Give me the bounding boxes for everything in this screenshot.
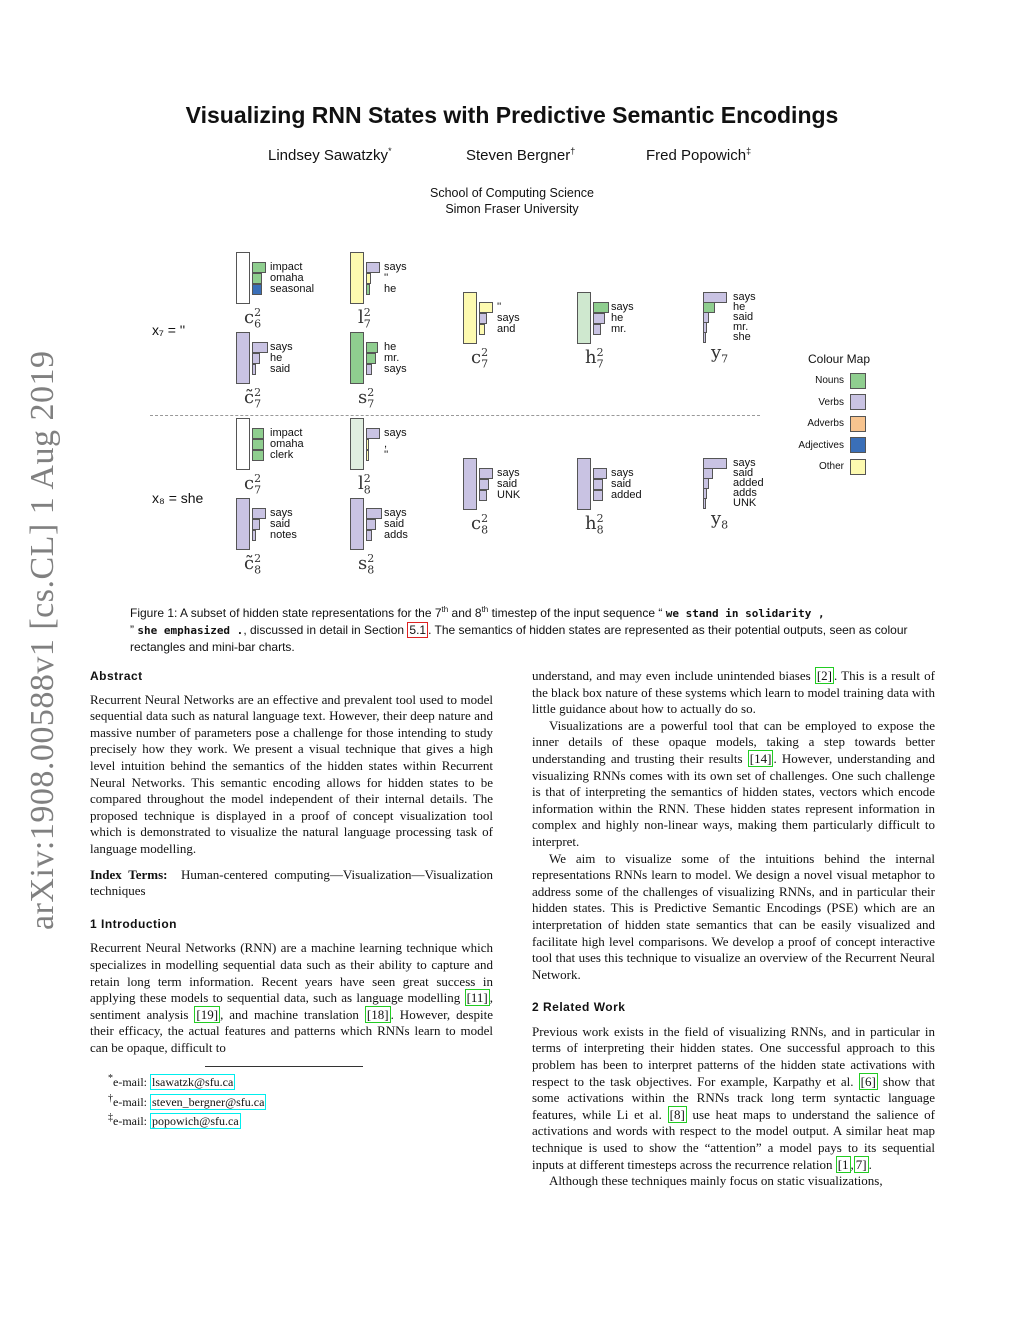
mini-bar <box>703 332 706 343</box>
colour-swatch <box>850 437 866 453</box>
mini-bar <box>593 324 601 335</box>
mini-bar-label: added <box>733 477 764 489</box>
state-colour-bar <box>236 418 250 470</box>
state-name: $y_8$ <box>711 508 729 532</box>
mini-bar <box>252 262 266 273</box>
mini-bar-label: said <box>611 478 632 490</box>
colour-map-item: Adjectives <box>790 435 866 457</box>
mini-bar-label: mr. <box>611 323 627 335</box>
state-colour-bar <box>463 292 477 344</box>
state-colour-bar <box>236 498 250 550</box>
affiliation: School of Computing Science Simon Fraser University <box>430 186 594 216</box>
state-colour-bar <box>577 292 591 344</box>
mini-bar <box>366 284 370 295</box>
mini-bar <box>366 342 378 353</box>
right-paragraph-4: Previous work exists in the field of visualizing RNNs, and in particular in terms of interpreting their hidden states. One successful approach to this problem has been to interpret patterns of the hidden state activations with respect to the task objectives. For example, Karpathy et al. [6] show that some activations within the RNNs track long term syntactic language features, while Li et al. [8] use heat maps to understand the salience of activations and words with respect to the model output. A similar heat map technique is used to show the “attention” a model pays to its sequential inputs at different timesteps across the recurrence relation [1 , 7] . <box>532 1023 935 1172</box>
state-name: $h_8^2$ <box>585 512 604 537</box>
mini-bar <box>703 498 706 509</box>
mini-bar-label: , <box>384 438 388 450</box>
state-name: $s_8^2$ <box>358 552 375 577</box>
state-name: $c_7^2$ <box>244 472 262 497</box>
colour-map-item: Other <box>790 456 866 478</box>
footnote-2: †e-mail: steven_bergner@sfu.ca <box>108 1092 265 1109</box>
related-work-heading: 2 Related Work <box>532 1000 626 1015</box>
state-name: $c̃_8^2$ <box>244 552 262 577</box>
state-colour-bar <box>350 252 364 304</box>
email-link-3[interactable]: popowich@sfu.ca <box>151 1114 239 1129</box>
state-name: $c_6^2$ <box>244 306 262 331</box>
mini-bar-label: says <box>270 341 293 353</box>
intro-text: Recurrent Neural Networks (RNN) are a machine learning technique which specializes in modelling sequential data such as their ability to capture and retain long term information. Recent years have seen great success in applying these models to sequential data, such as language modelling [11] , sentiment analysis [19] , and machine translation [18] . However, despite their efficacy, the actual features and patterns which RNNs learn to model can be opaque, difficult to <box>90 940 493 1055</box>
colour-map-item: Adverbs <box>790 413 866 435</box>
mini-bar <box>252 439 264 450</box>
mini-bar-label: said <box>384 518 405 530</box>
cite-1[interactable]: [1 <box>837 1156 849 1172</box>
mini-bar-label: he <box>733 301 746 313</box>
colour-swatch <box>850 394 866 410</box>
mini-bar <box>366 353 376 364</box>
mini-bar-label: says <box>270 507 293 519</box>
cite-2[interactable]: [2] <box>816 668 832 683</box>
mini-bar <box>479 324 485 335</box>
mini-bar-label: he <box>384 283 397 295</box>
colour-map-title: Colour Map <box>808 352 871 366</box>
mini-bar-label: seasonal <box>270 283 315 295</box>
mini-bar-label: notes <box>270 529 297 541</box>
mini-bar-label: impact <box>270 261 303 273</box>
state-name: $c_7^2$ <box>471 346 489 371</box>
mini-bar <box>252 530 256 541</box>
mini-bar-label: said <box>733 311 754 323</box>
mini-bar-label: mr. <box>733 321 749 333</box>
mini-bar-label: adds <box>733 487 757 499</box>
mini-bar <box>479 468 493 479</box>
mini-bar-label: says <box>497 467 520 479</box>
mini-bar-label: '' <box>384 272 389 284</box>
author-2: Steven Bergner† <box>466 146 576 164</box>
state-name: $l_7^2$ <box>358 306 371 331</box>
mini-bar <box>252 284 262 295</box>
state-colour-bar <box>236 252 250 304</box>
mini-bar <box>593 313 605 324</box>
mini-bar-label: mr. <box>384 352 400 364</box>
mini-bar-label: said <box>270 363 291 375</box>
state-colour-bar <box>236 332 250 384</box>
colour-swatch <box>850 416 866 432</box>
mini-bar-label: omaha <box>270 272 304 284</box>
mini-bar-label: says <box>384 261 407 273</box>
mini-bar <box>593 302 609 313</box>
mini-bar-label: says <box>611 467 634 479</box>
state-name: $l_8^2$ <box>358 472 371 497</box>
mini-bar-label: says <box>384 427 407 439</box>
right-paragraph-1: understand, and may even include unintended biases [2] . This is a result of the black box nature of these systems which learn to model training data with little guidance about how to actually do so. <box>532 668 935 717</box>
cite-7[interactable]: 7] <box>855 1156 867 1172</box>
mini-bar-label: says <box>497 312 520 324</box>
figure-caption: Figure 1: A subset of hidden state representations for the 7th and 8th timestep of the input sequence “ we stand in solidarity , ” she emphasized ., discussed in detail in Section 5.1 . The semantics of hidden states are represented as their potential outputs, seen as colour rectangles and mini-bar charts. <box>130 605 908 654</box>
section-link[interactable]: 5.1 <box>409 623 427 637</box>
mini-bar <box>479 302 493 313</box>
cite-18[interactable]: [18] <box>366 1006 389 1022</box>
state-name: $h_7^2$ <box>585 346 604 371</box>
mini-bar <box>479 490 487 501</box>
mini-bar <box>593 468 607 479</box>
mini-bar <box>366 450 369 461</box>
paper-title: Visualizing RNN States with Predictive Semantic Encodings <box>185 102 839 128</box>
left-column <box>90 668 493 1130</box>
state-colour-bar <box>350 418 364 470</box>
mini-bar-label: she <box>733 331 751 343</box>
email-link-2[interactable]: steven_bergner@sfu.ca <box>151 1094 265 1109</box>
mini-bar <box>366 273 371 284</box>
colour-map-item: Verbs <box>790 392 866 414</box>
mini-bar-label: '' <box>384 449 389 461</box>
mini-bar-label: and <box>497 323 516 335</box>
abstract-text: Recurrent Neural Networks are an effective and prevalent tool used to model sequential data such as natural language text. However, their deep nature and massive number of parameters pose a challenge for those intending to study precisely how they work. We present a visual technique that gives a high level intuition behind the semantics of the hidden states within Recurrent Neural Networks. This semantic encoding allows for hidden states to be compared throughout the model independent of their internal details. The proposed technique is displayed in a proof of concept visualization tool which is demonstrated to visualize the natural language processing task of language modelling. <box>90 691 493 856</box>
state-name: $c_8^2$ <box>471 512 489 537</box>
colour-map-item: Nouns <box>790 370 866 392</box>
colour-swatch <box>850 373 866 389</box>
mini-bar <box>366 262 380 273</box>
footnote-3: ‡e-mail: popowich@sfu.ca <box>108 1112 239 1129</box>
cite-14[interactable]: [14] <box>749 750 772 766</box>
colour-map-legend <box>790 352 910 478</box>
colour-swatch <box>850 459 866 475</box>
mini-bar <box>252 353 260 364</box>
state-colour-bar <box>577 458 591 510</box>
mini-bar-label: added <box>611 489 642 501</box>
footnote-1: *e-mail: lsawatzk@sfu.ca <box>108 1073 234 1090</box>
row-label-x8: x₈ = she <box>152 490 204 506</box>
mini-bar <box>593 479 603 490</box>
right-paragraph-3: We aim to visualize some of the intuitions behind the internal representations RNNs learn to model. We design a novel visual metaphor to address some of the challenges of visualizing RNNs, and in particular their hidden states. This is Predictive Semantic Encodings (PSE) which are an interpretation of hidden state semantics that can be easily visualized and facilitate high level comparisons. We develop a proof of concept interactive tool that uses this technique to visualize an overview of the Recurrent Neural Network. <box>532 850 935 982</box>
mini-bar-label: said <box>733 467 754 479</box>
mini-bar <box>252 519 260 530</box>
cite-8[interactable]: [8] <box>669 1106 685 1122</box>
right-paragraph-2: Visualizations are a powerful tool that can be employed to expose the inner details of these opaque models, taking a step towards better understanding and trusting their results [14] . However, understanding and visualizing RNNs comes with its own set of challenges. One such challenge is that of interpreting the semantics of hidden states, vectors which encode information within the RNN. These hidden states represent information in complex and highly non-linear ways, making them particularly difficult to interpret. <box>532 717 935 849</box>
row-divider <box>150 415 760 416</box>
cite-19[interactable]: [19] <box>196 1006 219 1022</box>
state-colour-bar <box>463 458 477 510</box>
mini-bar-label: he <box>384 341 397 353</box>
author-3: Fred Popowich‡ <box>646 146 752 164</box>
mini-bar-label: clerk <box>270 449 294 461</box>
mini-bar-label: says <box>733 457 756 469</box>
mini-bar-label: he <box>270 352 283 364</box>
figure-1 <box>130 240 910 590</box>
mini-bar-label: says <box>733 291 756 303</box>
mini-bar <box>252 450 264 461</box>
mini-bar <box>252 508 266 519</box>
footnotes <box>108 1071 493 1130</box>
mini-bar <box>479 313 487 324</box>
mini-bar <box>366 519 376 530</box>
mini-bar <box>252 342 268 353</box>
mini-bar-label: says <box>611 301 634 313</box>
mini-bar-label: said <box>270 518 291 530</box>
mini-bar-label: he <box>611 312 624 324</box>
mini-bar-label: said <box>497 478 518 490</box>
author-1: Lindsey Sawatzky* <box>268 146 392 164</box>
footnote-rule <box>205 1066 363 1067</box>
mini-bar-label: omaha <box>270 438 304 450</box>
mini-bar-label: UNK <box>733 497 757 509</box>
intro-heading: 1 Introduction <box>90 916 177 931</box>
mini-bar <box>252 428 264 439</box>
mini-bar-label: impact <box>270 427 303 439</box>
mini-bar <box>366 364 372 375</box>
mini-bar-label: says <box>384 363 407 375</box>
mini-bar <box>252 364 256 375</box>
mini-bar <box>366 428 380 439</box>
arxiv-stamp: arXiv:1908.00588v1 [cs.CL] 1 Aug 2019 <box>24 350 61 930</box>
abstract-heading: Abstract <box>90 669 143 683</box>
right-paragraph-5: Although these techniques mainly focus on static visualizations, <box>549 1173 883 1189</box>
state-name: $y_7$ <box>711 342 729 366</box>
mini-bar <box>366 508 382 519</box>
cite-6[interactable]: [6] <box>860 1073 876 1089</box>
mini-bar-label: '' <box>497 301 502 313</box>
mini-bar-label: adds <box>384 529 408 541</box>
email-link-1[interactable]: lsawatzk@sfu.ca <box>151 1075 234 1090</box>
mini-bar <box>252 273 262 284</box>
mini-bar <box>366 439 369 450</box>
mini-bar <box>479 479 489 490</box>
mini-bar <box>593 490 603 501</box>
state-colour-bar <box>350 498 364 550</box>
state-name: $c̃_7^2$ <box>244 386 262 411</box>
right-column <box>532 668 935 1190</box>
mini-bar-label: UNK <box>497 489 521 501</box>
cite-11[interactable]: [11] <box>466 990 488 1006</box>
row-label-x7: x₇ = '' <box>152 322 186 338</box>
mini-bar-label: says <box>384 507 407 519</box>
mini-bar <box>366 530 372 541</box>
state-colour-bar <box>350 332 364 384</box>
index-terms: Index Terms: Human-centered computing—Visualization—Visualization techniques <box>90 866 493 899</box>
state-name: $s_7^2$ <box>358 386 375 411</box>
